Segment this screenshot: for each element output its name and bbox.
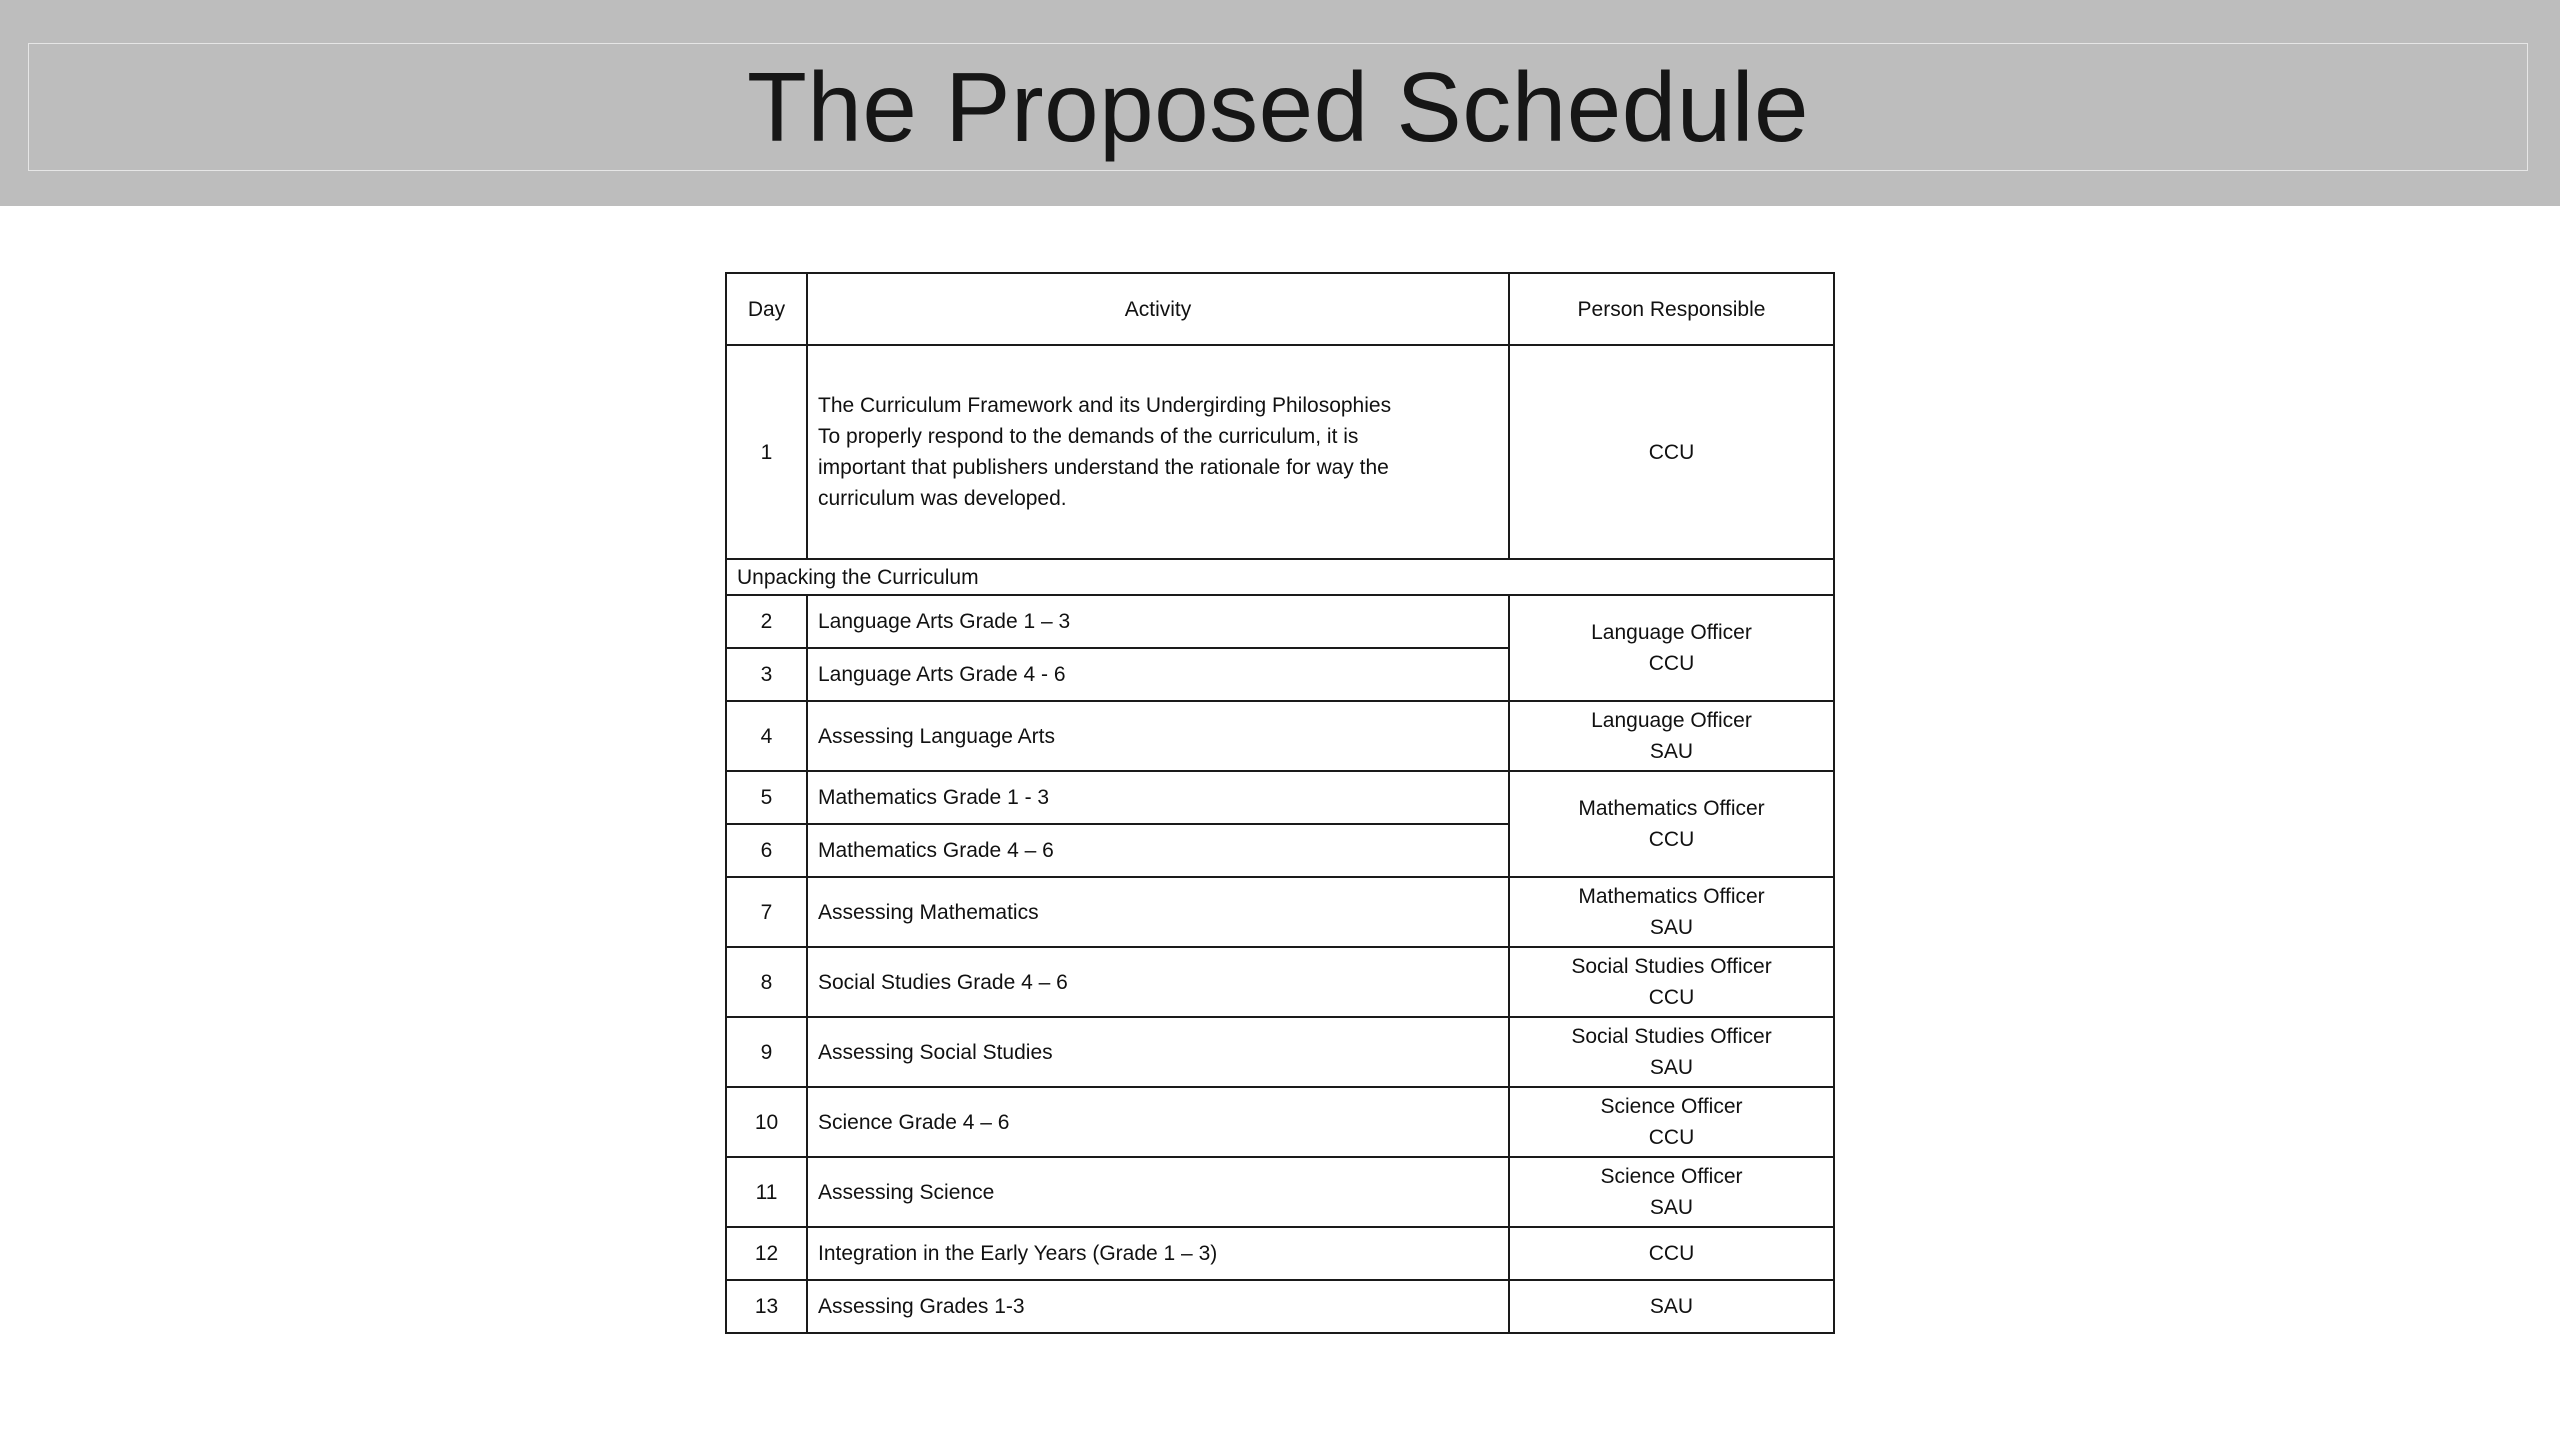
- title-band: [0, 0, 2560, 206]
- day-cell: 5: [726, 771, 807, 824]
- table-row: [726, 595, 1834, 648]
- person-role: Language Officer: [1591, 709, 1752, 732]
- person-cell: [1509, 1087, 1834, 1157]
- person-unit: SAU: [1649, 1196, 1694, 1219]
- activity-cell: [807, 345, 1509, 559]
- person-cell: SAU: [1509, 1280, 1834, 1333]
- person-cell: CCU: [1509, 345, 1834, 559]
- day-cell: 9: [726, 1017, 807, 1087]
- person-role: Science Officer: [1600, 1165, 1743, 1188]
- activity-cell: Social Studies Grade 4 – 6: [807, 947, 1509, 1017]
- table-row: [726, 345, 1834, 559]
- activity-description-line: important that publishers understand the rationale for way the: [818, 456, 1389, 479]
- person-unit: SAU: [1649, 916, 1694, 939]
- person-role: Social Studies Officer: [1571, 1025, 1772, 1048]
- activity-cell: Language Arts Grade 1 – 3: [807, 595, 1509, 648]
- day-cell: 6: [726, 824, 807, 877]
- day-cell: 4: [726, 701, 807, 771]
- day-cell: 11: [726, 1157, 807, 1227]
- table-row: [726, 1227, 1834, 1280]
- header-activity: Activity: [807, 273, 1509, 345]
- table-row: [726, 877, 1834, 947]
- activity-title: The Curriculum Framework and its Undergirding Philosophies: [818, 394, 1392, 417]
- day-cell: 7: [726, 877, 807, 947]
- activity-description-line: To properly respond to the demands of the curriculum, it is: [818, 425, 1359, 448]
- activity-cell: Assessing Mathematics: [807, 877, 1509, 947]
- activity-cell: Assessing Grades 1-3: [807, 1280, 1509, 1333]
- person-cell: [1509, 1157, 1834, 1227]
- activity-cell: Science Grade 4 – 6: [807, 1087, 1509, 1157]
- person-unit: CCU: [1648, 828, 1695, 851]
- person-cell: [1509, 595, 1834, 701]
- section-row: [726, 559, 1834, 595]
- day-cell: 3: [726, 648, 807, 701]
- person-role: Social Studies Officer: [1571, 955, 1772, 978]
- person-cell: [1509, 701, 1834, 771]
- person-cell: [1509, 877, 1834, 947]
- person-role: Mathematics Officer: [1578, 797, 1765, 820]
- person-role: Mathematics Officer: [1578, 885, 1765, 908]
- day-cell: 2: [726, 595, 807, 648]
- table-row: [726, 1280, 1834, 1333]
- day-cell: 13: [726, 1280, 807, 1333]
- person-unit: CCU: [1648, 986, 1695, 1009]
- person-cell: [1509, 1017, 1834, 1087]
- section-label: Unpacking the Curriculum: [726, 559, 1834, 595]
- person-cell: CCU: [1509, 1227, 1834, 1280]
- activity-cell: Integration in the Early Years (Grade 1 – 3): [807, 1227, 1509, 1280]
- person-unit: SAU: [1649, 1056, 1694, 1079]
- person-cell: [1509, 947, 1834, 1017]
- slide-title: The Proposed Schedule: [747, 52, 1809, 162]
- day-cell: 1: [726, 345, 807, 559]
- person-role: Science Officer: [1600, 1095, 1743, 1118]
- person-cell: [1509, 771, 1834, 877]
- table-row: [726, 947, 1834, 1017]
- activity-cell: Language Arts Grade 4 - 6: [807, 648, 1509, 701]
- activity-cell: Assessing Science: [807, 1157, 1509, 1227]
- table-row: [726, 1157, 1834, 1227]
- table-row: [726, 1087, 1834, 1157]
- schedule-table[interactable]: [725, 272, 1835, 1334]
- person-role: Language Officer: [1591, 621, 1752, 644]
- table-row: [726, 1017, 1834, 1087]
- table-header-row: [726, 273, 1834, 345]
- day-cell: 10: [726, 1087, 807, 1157]
- person-unit: CCU: [1648, 652, 1695, 675]
- table-row: [726, 701, 1834, 771]
- activity-cell: Assessing Language Arts: [807, 701, 1509, 771]
- activity-cell: Assessing Social Studies: [807, 1017, 1509, 1087]
- activity-cell: Mathematics Grade 4 – 6: [807, 824, 1509, 877]
- header-person-responsible: Person Responsible: [1509, 273, 1834, 345]
- activity-cell: Mathematics Grade 1 - 3: [807, 771, 1509, 824]
- title-placeholder[interactable]: [28, 43, 2528, 171]
- header-day: Day: [726, 273, 807, 345]
- person-unit: SAU: [1649, 740, 1694, 763]
- day-cell: 8: [726, 947, 807, 1017]
- activity-description-line: curriculum was developed.: [818, 487, 1067, 510]
- person-unit: CCU: [1648, 1126, 1695, 1149]
- day-cell: 12: [726, 1227, 807, 1280]
- table-row: [726, 771, 1834, 824]
